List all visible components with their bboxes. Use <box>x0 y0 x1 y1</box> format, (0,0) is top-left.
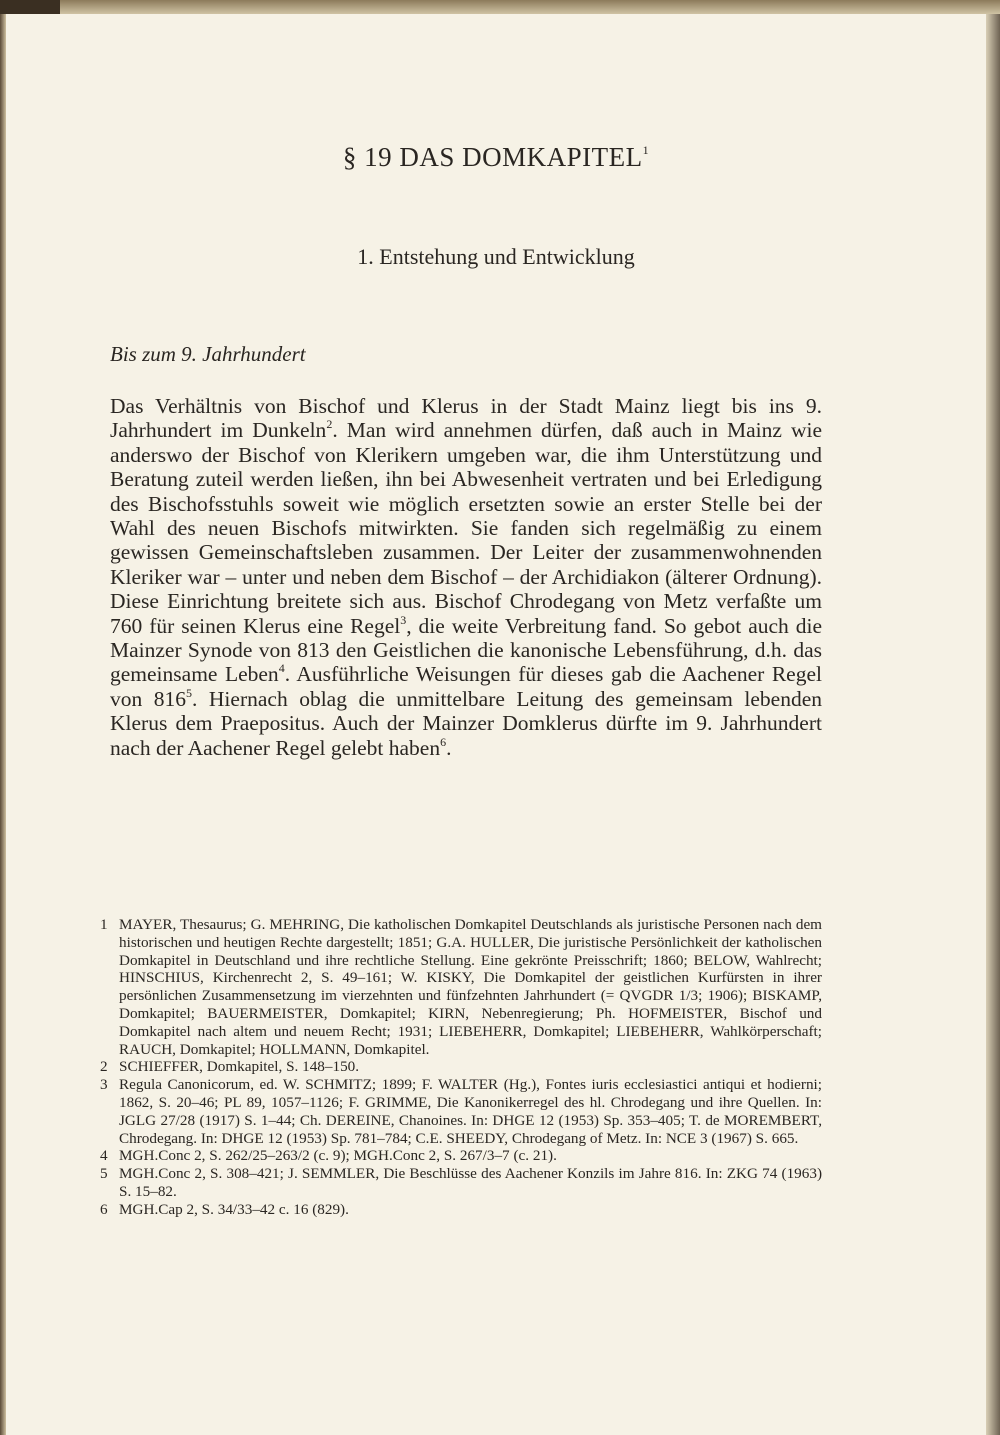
footnote-number: 1 <box>100 916 108 933</box>
footnote-text: SCHIEFFER, Domkapitel, S. 148–150. <box>119 1058 360 1076</box>
body-paragraph <box>110 394 822 760</box>
section-title-text: § 19 DAS DOMKAPITEL <box>342 142 643 172</box>
section-title <box>6 142 986 173</box>
text-run: . Ausführliche Weisungen für dieses gab die Aachener Regel von 816 <box>110 662 822 711</box>
footnote-text: Regula Canonicorum, ed. W. SCHMITZ; 1899; F. WALTER (Hg.), Fontes iuris ecclesiastici antiqui et hodierni; 1862, S. 20–46; PL 89, 1057–1126; F. GRIMME, Die Kanonikerregel des hl. Chrodegang und ihre Quellen. In: JGLG 27/28 (1917) S. 1–44; Ch. DEREINE, Chanoines. In: DHGE 12 (1953) Sp. 353–405; T. de MOREMBERT, Chrodegang. In: DHGE 12 (1953) Sp. 781–784; C.E. SHEEDY, Chrodegang of Metz. In: NCE 3 (1967) S. 665. <box>119 1076 822 1147</box>
text-run: . Man wird annehmen dürfen, daß auch in Mainz wie anderswo der Bischof von Klerikern umgeben war, die ihm Unterstützung und Beratung zuteil werden ließen, ihn bei Abwesenheit vertraten und bei Erledigung des Bischofsstuhls soweit wie möglich ersetzten sowie an erster Stelle bei der Wahl des neuen Bischofs mitwirkten. Sie fanden sich regelmäßig zu einem gewissen Gemeinschaftsleben zusammen. Der Leiter der zusammenwohnenden Kleriker war – unter und neben dem Bischof – der Archidiakon (älterer Ordnung). Diese Einrichtung breitete sich aus. Bischof Chrodegang von Metz verfaßte um 760 für seinen Klerus eine Regel <box>110 418 822 638</box>
footnote <box>100 916 822 1058</box>
footnote <box>100 1076 822 1147</box>
footnotes <box>100 916 822 1219</box>
footnote <box>100 1201 822 1219</box>
section-title-note: 1 <box>642 143 650 157</box>
footnote-text: MAYER, Thesaurus; G. MEHRING, Die katholischen Domkapitel Deutschlands als juristische Personen nach dem historischen und heutigen Rechte dargestellt; 1851; G.A. HULLER, Die juristische Persönlichkeit der katholischen Domkapitel in Deutschland und ihre rechtliche Stellung. Eine gekrönte Preisschrift; 1860; BELOW, Wahlrecht; HINSCHIUS, Kirchenrecht 2, S. 49–161; W. KISKY, Die Domkapitel der geistlichen Kurfürsten in ihrer persönlichen Zusammensetzung im vierzehnten und fünfzehnten Jahrhundert (= QVGDR 1/3; 1906); BISKAMP, Domkapitel; BAUERMEISTER, Domkapitel; KIRN, Nebenregierung; Ph. HOFMEISTER, Bischof und Domkapitel nach altem und neuem Recht; 1931; LIEBEHERR, Domkapitel; LIEBEHERR, Wahlkörperschaft; RAUCH, Domkapitel; HOLLMANN, Domkapitel. <box>119 916 822 1058</box>
footnote-number: 3 <box>100 1076 108 1094</box>
subsubheading: Bis zum 9. Jahrhundert <box>110 342 306 366</box>
footnote-ref[interactable]: 5 <box>186 685 193 700</box>
footnote <box>100 1165 822 1201</box>
footnote-number: 4 <box>100 1147 108 1165</box>
subheading: 1. Entstehung und Entwicklung <box>357 244 635 269</box>
footnote-number: 6 <box>100 1200 108 1218</box>
footnote-ref[interactable]: 6 <box>440 734 447 749</box>
binding-label <box>0 0 60 14</box>
footnote-ref[interactable]: 4 <box>278 661 285 676</box>
paragraph <box>110 394 822 760</box>
footnote-number: 5 <box>100 1165 108 1183</box>
page-right-edge <box>986 14 1000 1435</box>
footnote <box>100 1058 822 1076</box>
footnote-text: MGH.Conc 2, S. 262/25–263/2 (c. 9); MGH.Conc 2, S. 267/3–7 (c. 21). <box>119 1147 557 1165</box>
text-run: . <box>446 735 452 760</box>
footnote-ref[interactable]: 3 <box>400 612 407 627</box>
binding-strip <box>0 0 1000 14</box>
footnote-number: 2 <box>100 1058 108 1076</box>
footnote <box>100 1147 822 1165</box>
footnote-text: MGH.Cap 2, S. 34/33–42 c. 16 (829). <box>119 1200 349 1218</box>
text-run: Das Verhältnis von Bischof und Klerus in der Stadt Mainz liegt bis ins 9. Jahrhundert im Dunkeln <box>110 394 822 443</box>
text-run: , die weite Verbreitung fand. So gebot auch die Mainzer Synode von 813 den Geistlichen die kanonische Lebensführung, d.h. das gemeinsame Leben <box>110 613 822 687</box>
page-sheet <box>6 14 986 1435</box>
text-run: . Hiernach oblag die unmittelbare Leitung des gemeinsam lebenden Klerus dem Praepositus. Auch der Mainzer Domklerus dürfte im 9. Jahrhundert nach der Aachener Regel gelebt haben <box>110 686 822 760</box>
footnote-ref[interactable]: 2 <box>326 417 333 432</box>
footnote-text: MGH.Conc 2, S. 308–421; J. SEMMLER, Die Beschlüsse des Aachener Konzils im Jahre 816. In: ZKG 74 (1963) S. 15–82. <box>119 1165 822 1200</box>
